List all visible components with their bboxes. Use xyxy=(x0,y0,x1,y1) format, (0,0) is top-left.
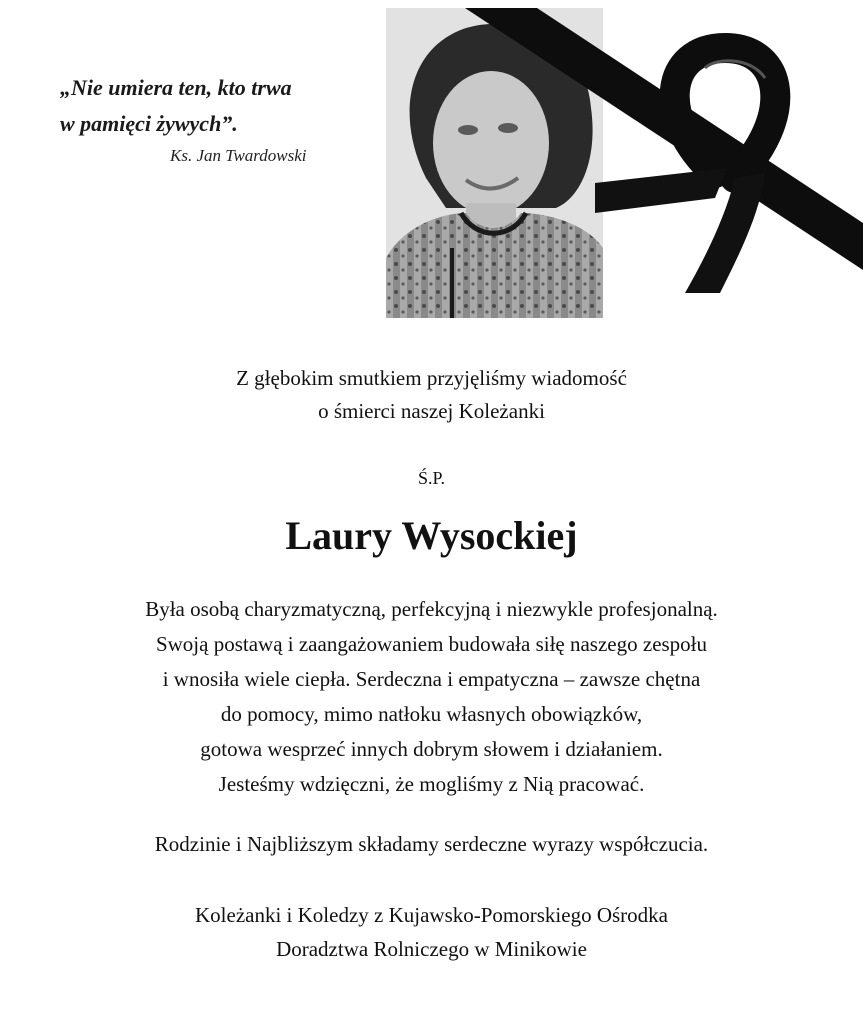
intro-text xyxy=(0,362,863,428)
signature xyxy=(0,898,863,966)
quote-line: w pamięci żywych”. xyxy=(60,111,238,136)
honorific: Ś.P. xyxy=(417,468,446,488)
intro-line: o śmierci naszej Koleżanki xyxy=(318,399,545,423)
deceased-name: Laury Wysockiej xyxy=(285,513,578,558)
bio-line: Była osobą charyzmatyczną, perfekcyjną i niezwykle profesjonalną. xyxy=(145,597,718,621)
signature-line: Koleżanki i Koledzy z Kujawsko-Pomorskiego Ośrodka xyxy=(195,903,668,927)
bio-line: i wnosiła wiele ciepła. Serdeczna i empatyczna – zawsze chętna xyxy=(162,667,701,691)
bio-line: Jesteśmy wdzięczni, że mogliśmy z Nią pracować. xyxy=(218,772,645,796)
condolence-text: Rodzinie i Najbliższym składamy serdeczne wyrazy współczucia. xyxy=(154,832,709,856)
bio-line: gotowa wesprzeć innych dobrym słowem i działaniem. xyxy=(200,737,663,761)
quote-author: Ks. Jan Twardowski xyxy=(170,146,307,165)
bio-line: Swoją postawą i zaangażowaniem budowała siłę naszego zespołu xyxy=(155,632,708,656)
bio-text xyxy=(0,592,863,802)
quote-line: „Nie umiera ten, kto trwa xyxy=(60,75,292,100)
quote-block xyxy=(60,70,360,166)
signature-line: Doradztwa Rolniczego w Minikowie xyxy=(276,937,587,961)
intro-line: Z głębokim smutkiem przyjęliśmy wiadomość xyxy=(236,366,627,390)
mourning-ribbon-icon xyxy=(465,8,863,298)
bio-line: do pomocy, mimo natłoku własnych obowiązków, xyxy=(220,702,643,726)
